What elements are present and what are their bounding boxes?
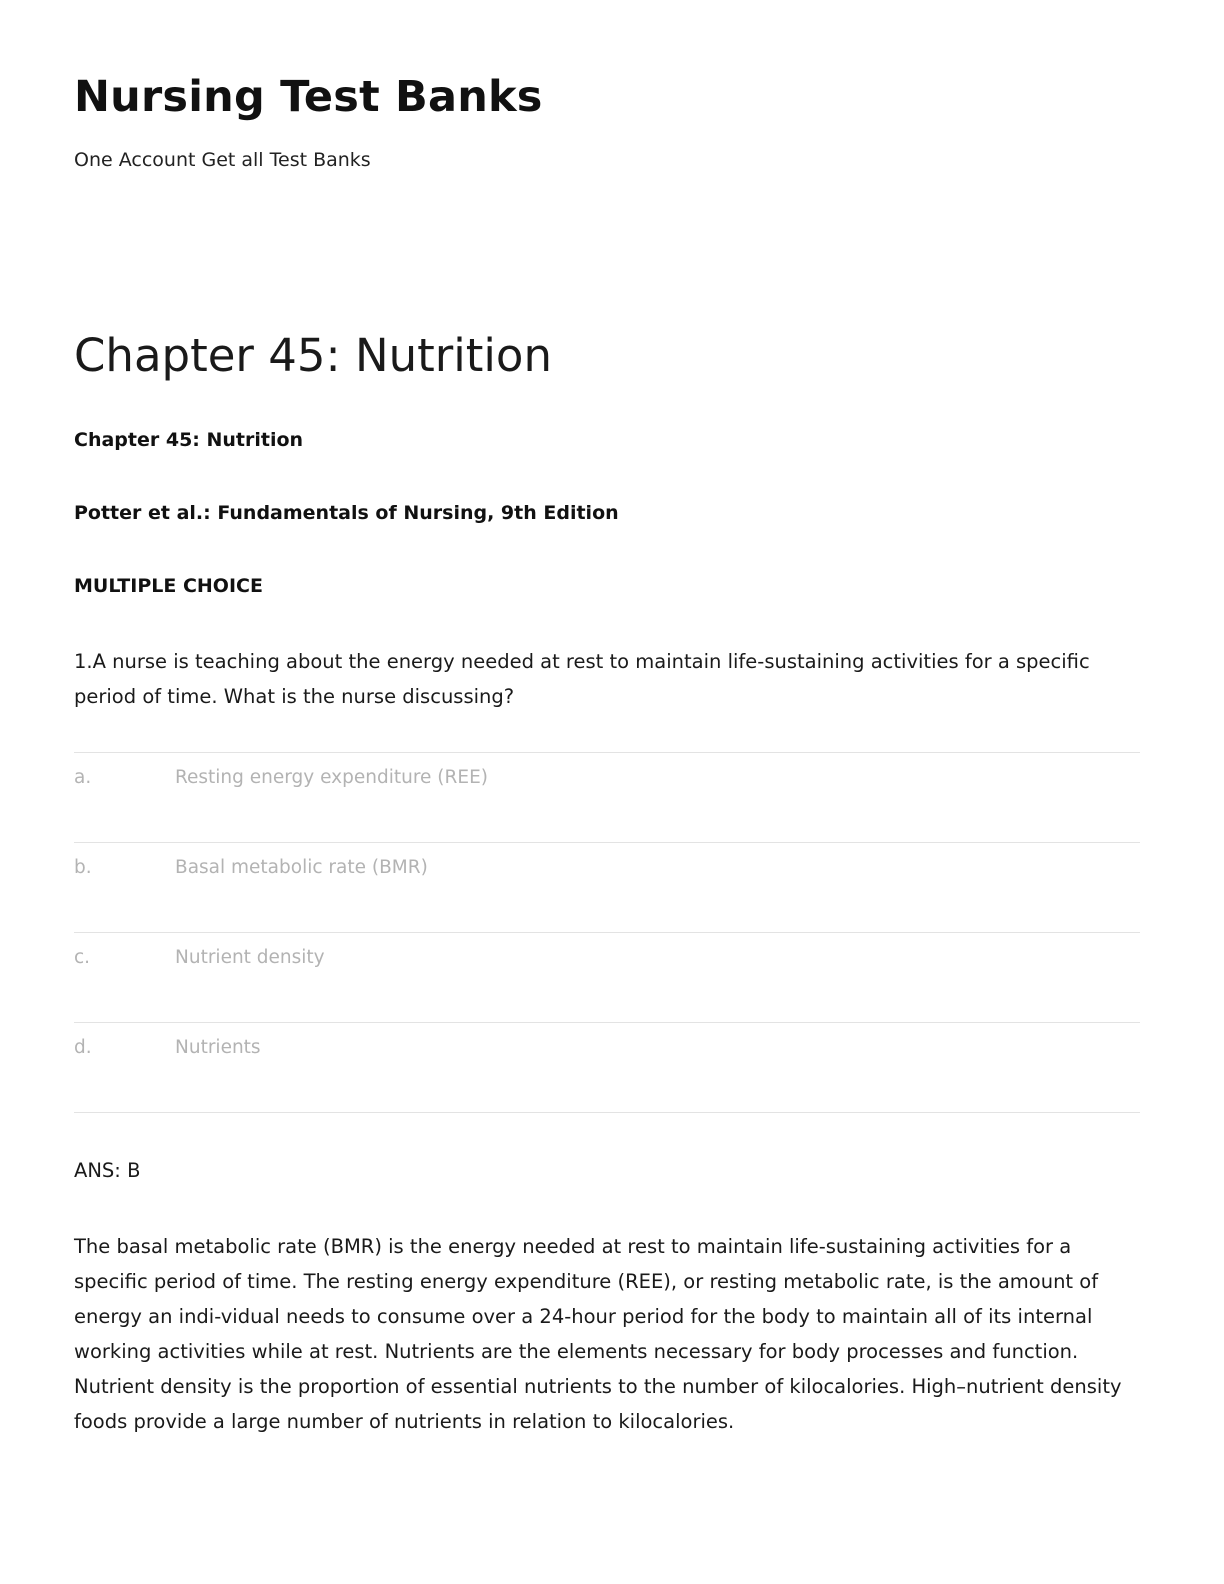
chapter-subheading: Chapter 45: Nutrition (74, 429, 304, 451)
article-content (74, 426, 1140, 1439)
option-text: Basal metabolic rate (BMR) (175, 857, 428, 878)
question-text: 1.A nurse is teaching about the energy needed at rest to maintain life-sustaining activities for a specific period of time. What is the nurse discussing? (74, 650, 1090, 708)
answer-rationale: The basal metabolic rate (BMR) is the energy needed at rest to maintain life-sustaining activities for a specific period of time. The resting energy expenditure (REE), or resting metabolic rate, is the amount of energy an indi-vidual needs to consume over a 24-hour period for the body to maintain all of its internal working activities while at rest. Nutrients are the elements necessary for body processes and function. Nutrient density is the proportion of essential nutrients to the number of kilocalories. High–nutrient density foods provide a large number of nutrients in relation to kilocalories. (74, 1235, 1122, 1433)
site-tagline: One Account Get all Test Banks (74, 149, 371, 171)
option-text: Resting energy expenditure (REE) (175, 767, 488, 788)
option-letter: a. (74, 767, 92, 788)
answer-key: ANS: B (74, 1159, 141, 1182)
section-heading: MULTIPLE CHOICE (74, 575, 263, 597)
option-letter: b. (74, 857, 92, 878)
option-row-d (74, 1023, 1140, 1113)
option-row-a (74, 753, 1140, 843)
option-letter: c. (74, 947, 91, 968)
chapter-title: Chapter 45: Nutrition (74, 329, 552, 382)
option-row-c (74, 933, 1140, 1023)
option-text: Nutrients (175, 1037, 261, 1058)
options-table (74, 752, 1140, 1113)
book-title: Potter et al.: Fundamentals of Nursing, 9th Edition (74, 502, 619, 524)
option-letter: d. (74, 1037, 92, 1058)
site-title[interactable]: Nursing Test Banks (74, 72, 543, 122)
option-text: Nutrient density (175, 947, 325, 968)
option-row-b (74, 843, 1140, 933)
